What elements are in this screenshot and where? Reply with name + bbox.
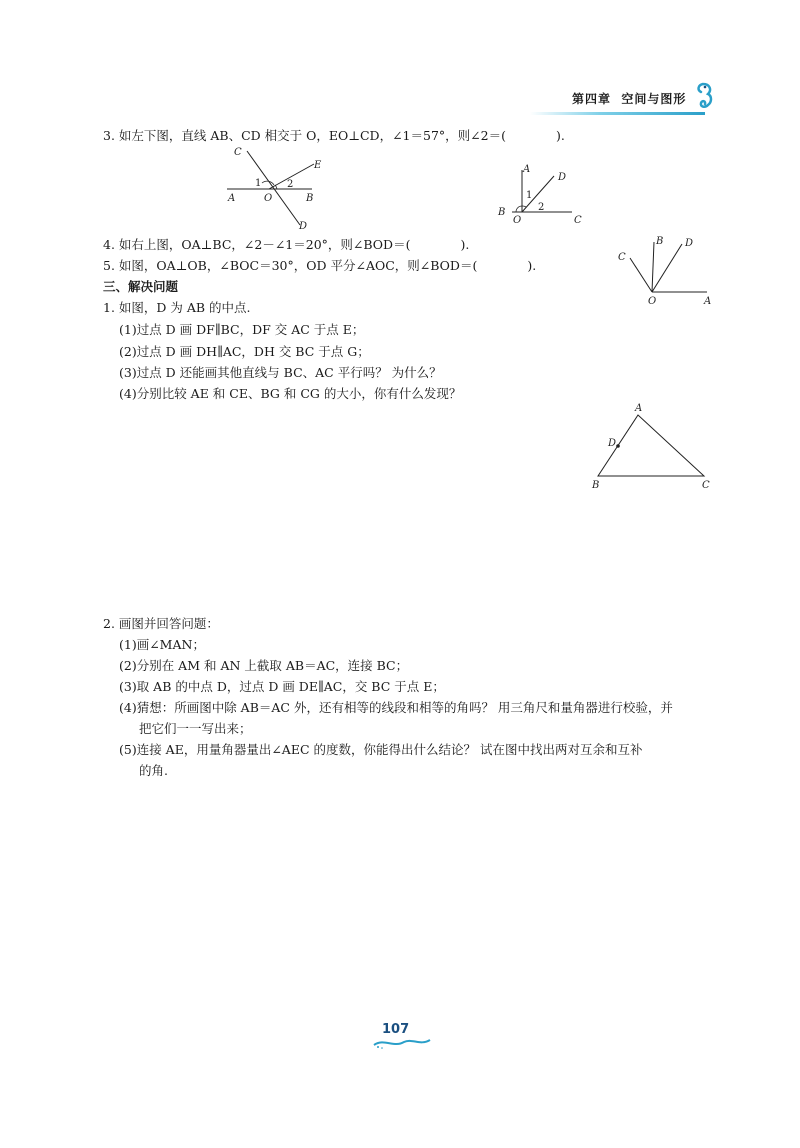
fig2-label-b: B [498,207,506,218]
fig3-label-c: C [618,252,626,263]
problem-2-part-4: (4)猜想：所画图中除 AB＝AC 外，还有相等的线段和相等的角吗？ 用三角尺和量角器进行校验，并 [119,700,673,715]
problem-2-stem: 2. 画图并回答问题： [103,616,219,631]
problem-2-part-3: (3)取 AB 的中点 D，过点 D 画 DE∥AC，交 BC 于点 E； [119,679,445,694]
fig1-label-d: D [299,221,308,232]
fig3-label-d: D [685,238,694,249]
fig1-label-e: E [314,160,322,171]
chapter-number: 第四章 [572,92,612,106]
fig1-label-2: 2 [287,179,294,190]
problem-1-part-1: (1)过点 D 画 DF∥BC，DF 交 AC 于点 E； [119,322,365,337]
problem-1-part-4: (4)分别比较 AE 和 CE、BG 和 CG 的大小，你有什么发现？ [119,386,462,401]
fig2-label-c: C [574,215,582,226]
fig3-label-o: O [648,296,657,307]
problem-1-stem: 1. 如图，D 为 AB 的中点. [103,300,251,315]
figure-triangle [588,400,718,492]
fig4-label-c: C [702,480,710,491]
fig2-label-2: 2 [538,202,545,213]
header-rule [530,112,705,115]
fig3-label-a: A [704,296,712,307]
chapter-title [572,90,686,107]
fig2-label-1: 1 [526,190,533,201]
figure-intersecting-lines [222,145,332,233]
seahorse-logo-icon [690,80,716,114]
question-4: 4. 如右上图，OA⊥BC，∠2－∠1＝20°，则∠BOD＝( ). [103,237,470,252]
fig1-label-o: O [264,193,273,204]
fig2-label-d: D [558,172,567,183]
fig4-label-b: B [592,480,600,491]
fig3-label-b: B [656,236,664,247]
wave-ornament-icon [372,1036,434,1050]
fig1-label-b: B [306,193,314,204]
fig1-label-c: C [234,147,242,158]
fig1-label-1: 1 [255,178,262,189]
chapter-name: 空间与图形 [621,92,687,106]
problem-2-part-2: (2)分别在 AM 和 AN 上截取 AB＝AC，连接 BC； [119,658,409,673]
figure-angle-bisector [612,232,722,312]
page-number: 107 [382,1022,410,1037]
problem-1-part-2: (2)过点 D 画 DH∥AC，DH 交 BC 于点 G； [119,344,370,359]
fig2-label-o: O [513,215,522,226]
problem-1-part-3: (3)过点 D 还能画其他直线与 BC、AC 平行吗？ 为什么？ [119,365,442,380]
question-5: 5. 如图，OA⊥OB，∠BOC＝30°，OD 平分∠AOC，则∠BOD＝( ). [103,258,537,273]
problem-2-part-1: (1)画∠MAN； [119,637,205,652]
fig4-label-a: A [635,403,643,414]
fig4-label-d: D [608,438,617,449]
problem-2-part-5: (5)连接 AE，用量角器量出∠AEC 的度数，你能得出什么结论？ 试在图中找出两对互余和互补 [119,742,643,757]
problem-2-part-4-cont: 把它们一一写出来； [139,721,252,736]
section-title: 三、解决问题 [103,279,179,294]
question-3: 3. 如左下图，直线 AB、CD 相交于 O，EO⊥CD，∠1＝57°，则∠2＝( ). [103,128,565,143]
problem-2-part-5-cont: 的角. [139,763,168,778]
fig1-label-a: A [228,193,236,204]
fig2-label-a: A [523,164,531,175]
figure-perpendicular-ray [492,160,587,230]
